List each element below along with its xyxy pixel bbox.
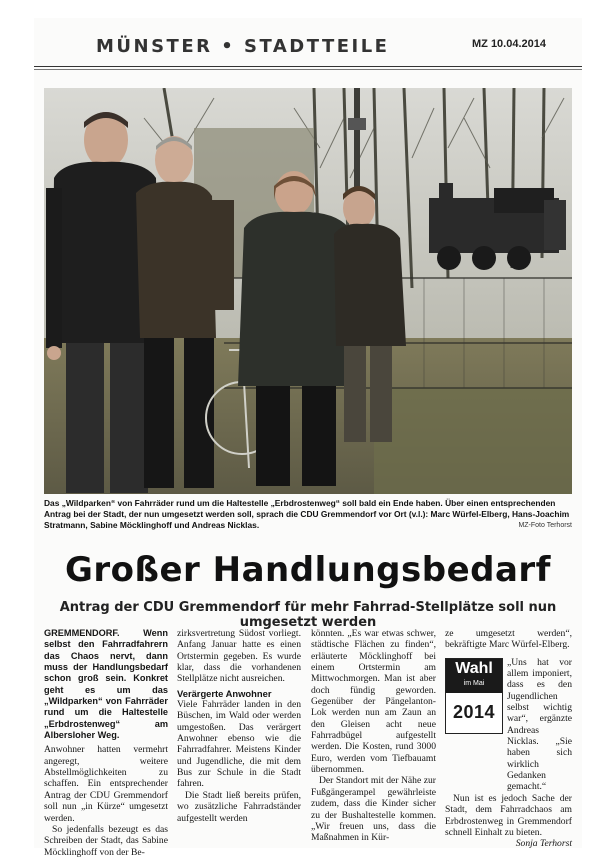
photo-illustration: [44, 88, 572, 494]
section-title: MÜNSTER • STADTTEILE: [96, 36, 390, 57]
header-rule: [34, 66, 582, 67]
election-logo-year: 2014: [452, 702, 496, 722]
article-column-1: [44, 628, 168, 858]
article-paragraph: Nun ist es jedoch Sache der Stadt, dem Fahrradchaos am Erbdrostenweg in Gremmendorf schnell Einhalt zu bieten.: [445, 792, 572, 838]
article-paragraph: Viele Fahrräder landen in den Büschen, im Wald oder werden umgestoßen. Das verärgert Anwohner ebenso wie die Fahrradfahrer. Meistens Kinder und Jugendliche, die mit dem Bus zur Schule in die Stadt fahren.: [177, 699, 301, 790]
article-paragraph: Der Standort mit der Nähe zur Fußgängerampel gewährleiste zudem, dass die Kinder sicher zu der Bushaltestelle kommen. „Wir freuen uns, dass die Maßnahmen in Kür-: [311, 775, 436, 844]
article-headline: Großer Handlungsbedarf: [65, 550, 551, 590]
article-subheadline: Antrag der CDU Gremmendorf für mehr Fahrrad-Stellplätze soll nun umgesetzt werden: [59, 600, 557, 630]
header-rule-thin: [34, 69, 582, 70]
election-logo-sub: im Mai: [463, 680, 485, 687]
article-column-2: [177, 628, 301, 824]
article-paragraph: ze umgesetzt werden“, bekräftigte Marc Würfel-Elberg.: [445, 628, 572, 651]
article-column-3: [311, 628, 436, 844]
article-subheading: Verärgerte Anwohner: [177, 687, 272, 699]
article-photo: [44, 88, 572, 494]
article-paragraph: Anwohner hatten vermehrt angeregt, weitere Abstellmöglichkeiten zu schaffen. Ein entsprechender Antrag der CDU Gremmendorf soll nun „in Kürze“ umgesetzt werden.: [44, 744, 168, 824]
photo-credit: MZ-Foto Terhorst: [518, 522, 572, 529]
photo-caption: Das „Wildparken“ von Fahrräder rund um die Haltestelle „Erbdrostenweg“ soll bald ein Ende haben. Über einen entsprechenden Antrag bei der Stadt, der nun umgesetzt werden soll, sprach die CDU Gremmendorf vor Ort (v.l.): Marc Würfel-Elberg, Hans-Joachim Stratmann, Sabine Möcklinghoff und Andreas Nicklas.: [44, 498, 570, 530]
election-logo-banner: [446, 659, 502, 693]
article-author: Sonja Terhorst: [515, 838, 572, 850]
election-logo-word: Wahl: [455, 660, 493, 677]
election-logo: [445, 658, 503, 734]
article-paragraph: könnten. „Es war etwas schwer, städtische Flächen zu finden“, erläuterte Möcklinghoff bei einem Ortstermin am Mittwochmorgen. Man ist aber doch fündig geworden. Gegenüber der Pängelanton-Lok werden nun am Zaun an den Gleisen acht neue Fahrradbügel aufgestellt werden. Die Kosten, rund 3000 Euro, werden vom Tiefbauamt übernommen.: [311, 628, 436, 776]
article-paragraph: zirksvertretung Südost vorliegt. Anfang Januar hatte es einen Ortstermin gegeben. Es wurde klar, dass die vorhandenen Stellplätze nicht ausreichen.: [177, 628, 301, 685]
article-paragraph: „Uns hat vor allem imponiert, dass es den Jugendlichen selbst wichtig war“, ergänzte Andreas Nicklas. „Sie haben sich wirklich Gedanken gemacht.“: [507, 656, 572, 793]
page-header: [34, 22, 582, 66]
issue-date: MZ 10.04.2014: [472, 38, 546, 50]
article-paragraph: Die Stadt ließ bereits prüfen, wo zusätzliche Fahrradständer aufgestellt werden: [177, 789, 301, 824]
article-lead: GREMMENDORF. Wenn selbst den Fahrradfahrern das Chaos nervt, dann muss der Handlungsbedarf schon groß sein. Konkret geht es um das „Wildparken“ von Fahrräder rund um die Haltestelle „Erbdrostenweg“ am Albersloher Weg.: [44, 628, 168, 741]
article-paragraph: So jedenfalls bezeugt es das Schreiben der Stadt, das Sabine Möcklinghoff von der Be-: [44, 823, 168, 858]
